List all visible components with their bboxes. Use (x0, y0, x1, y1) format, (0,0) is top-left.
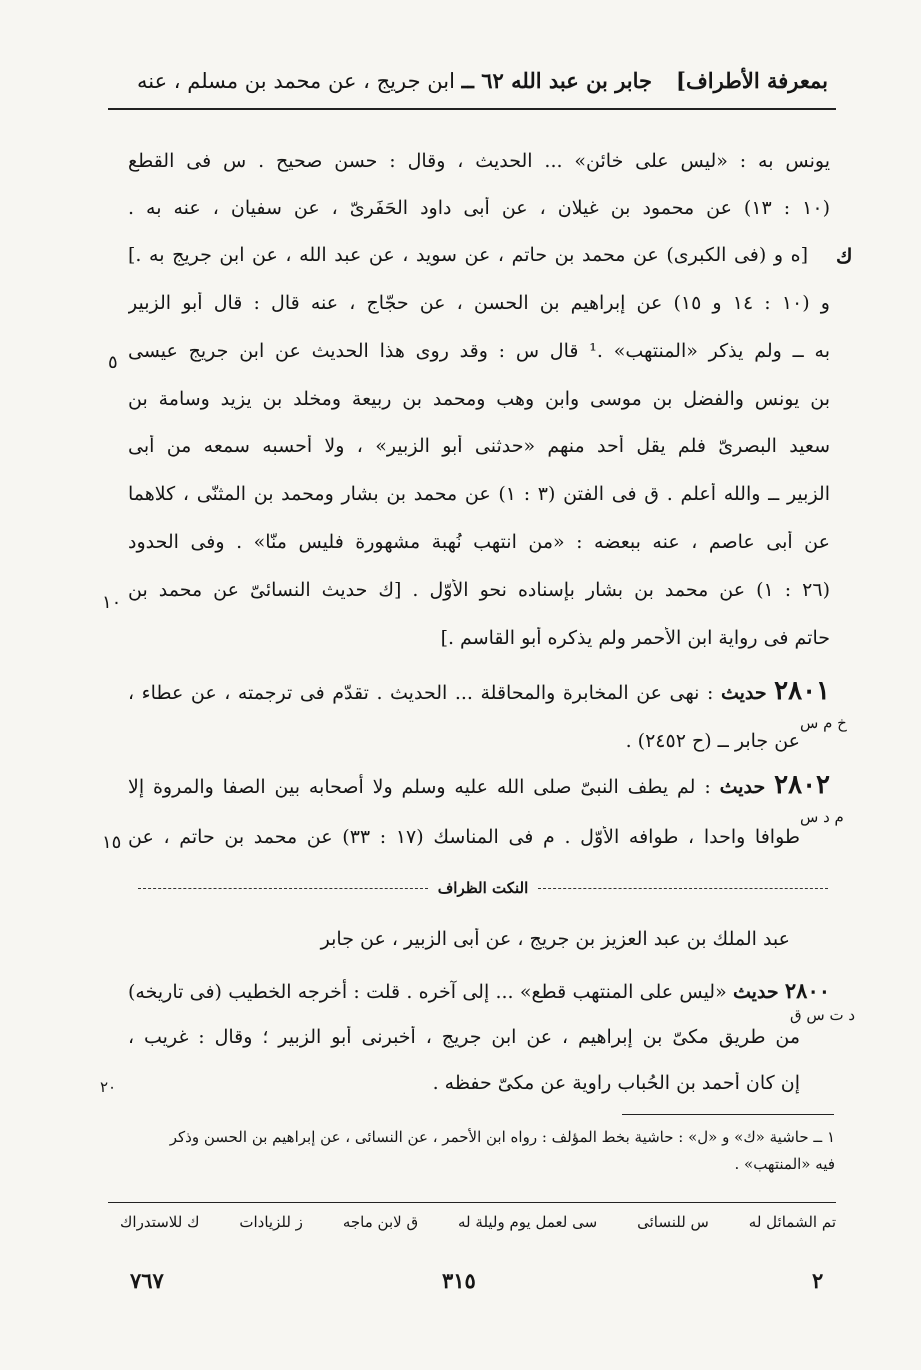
entry-second-line: طوافا واحدا ، طوافه الأوّل . م فى المناسك (١٧ : ٣٣) عن محمد بن حاتم ، عن (128, 826, 800, 848)
entry-word: حديث (720, 682, 767, 704)
legend-item: ز للزيادات (239, 1213, 303, 1231)
header-book-title: بمعرفة الأطراف] (676, 67, 828, 93)
section-title: النكت الظراف (437, 879, 529, 897)
page-number: ٣١٥ (442, 1268, 476, 1293)
legend-rule (108, 1202, 836, 1203)
entry-2802 (128, 770, 830, 866)
body-line: و (١٠ : ١٤ و ١٥) عن إبراهيم بن الحسن ، عن حجّاج ، عنه قال : قال أبو الزبير (128, 292, 830, 314)
entry-word: حديث (732, 981, 779, 1003)
footnote-line: ١ ــ حاشية «ك» و «ل» : حاشية بخط المؤلف : رواه ابن الأحمر ، عن النسائى ، عن إبراهيم بن الحسن وذكر (169, 1128, 835, 1146)
sigla-legend (120, 1213, 836, 1243)
body-line: سعيد البصرىّ فلم يقل أحد منهم «حدثنى أبو الزبير» ، ولا أحسبه سمعه من أبى (128, 435, 830, 457)
kashf-sigil: ك (836, 244, 853, 268)
entry-text: : نهى عن المخابرة والمحاقلة ... الحديث . تقدّم فى ترجمته ، عن عطاء ، (128, 682, 714, 704)
body-line: يونس به : «ليس على خائن» ... الحديث ، وقال : حسن صحيح . س فى القطع (128, 150, 830, 172)
line-number-5: ٥ (108, 352, 118, 373)
divider-dash (538, 888, 828, 889)
body-line: به ــ ولم يذكر «المنتهب» .¹ قال س : وقد روى هذا الحديث عن ابن جريج عيسى (128, 340, 830, 362)
entry-first-line (128, 676, 830, 706)
entry-text: : لم يطف النبىّ صلى الله عليه وسلم ولا أصحابه بين الصفا والمروة إلا (128, 776, 711, 798)
header-running-title (137, 68, 652, 93)
entry-sigla: خ م س (800, 714, 847, 732)
nukat-line: من طريق مكىّ بن إبراهيم ، عن ابن جريج ، أخبرنى أبو الزبير ؛ وقال : غريب ، (128, 1026, 800, 1048)
running-header (108, 58, 828, 102)
nukat-section (128, 928, 830, 1098)
footnotes (135, 1124, 835, 1178)
entry-second-line: عن جابر ــ (ح ٢٤٥٢) . (625, 730, 800, 752)
entry-text: «ليس على المنتهب قطع» ... إلى آخره . قلت : أخرجه الخطيب (فى تاريخه) (128, 981, 727, 1003)
legend-item: س للنسائى (637, 1213, 709, 1231)
legend-item: ق لابن ماجه (342, 1213, 419, 1231)
body-line: [ه و (فى الكبرى) عن محمد بن حاتم ، عن سويد ، عن عبد الله ، عن ابن جريج به .] (128, 244, 808, 266)
legend-item: تم الشمائل له (748, 1213, 836, 1231)
footnote-line: فيه «المنتهب» . (734, 1155, 835, 1173)
entry-sigla: د ت س ق (790, 1006, 856, 1024)
legend-item: ك للاستدراك (120, 1213, 200, 1231)
nukat-entry-line (128, 978, 830, 1003)
line-number-15: ١٥ (102, 832, 122, 853)
body-line: (١٠ : ١٣) عن محمود بن غيلان ، عن أبى داود الحَفَرىّ ، عن سفيان ، عنه به . (128, 197, 830, 219)
header-running-bold: جابر بن عبد الله ٦٢ ــ (461, 67, 653, 93)
entry-sigla: م د س (800, 808, 844, 826)
header-running-rest: ابن جريج ، عن محمد بن مسلم ، عنه (136, 68, 455, 93)
nukat-chain: عبد الملك بن عبد العزيز بن جريج ، عن أبى الزبير ، عن جابر (320, 928, 790, 950)
entry-2801 (128, 676, 830, 772)
legend-item: سى لعمل يوم وليلة له (458, 1213, 598, 1231)
footnote-rule (622, 1114, 834, 1115)
header-rule (108, 108, 836, 110)
entry-first-line (128, 770, 830, 800)
original-page-number: ٧٦٧ (130, 1268, 164, 1293)
nukat-line: إن كان أحمد بن الحُباب راوية عن مكىّ حفظه . (432, 1072, 800, 1094)
entry-word: حديث (719, 776, 766, 798)
volume-number: ٢ (812, 1268, 824, 1293)
body-line: الزبير ــ والله أعلم . ق فى الفتن (٣ : ١) عن محمد بن بشار ومحمد بن المثنّى ، كلاهما (128, 483, 830, 505)
section-divider (138, 873, 828, 903)
body-line: حاتم فى رواية ابن الأحمر ولم يذكره أبو القاسم .] (440, 627, 830, 649)
divider-dash (138, 888, 428, 889)
entry-number: ٢٨٠٢ (774, 770, 830, 800)
line-number-20: ٢٠ (100, 1078, 117, 1096)
entry-number: ٢٨٠٠ (784, 978, 830, 1003)
main-text (128, 150, 830, 670)
body-line: (٢٦ : ١) عن محمد بن بشار بإسناده نحو الأوّل . [ك حديث النسائىّ عن محمد بن (128, 579, 830, 601)
body-line: عن أبى عاصم ، عنه ببعضه : «من انتهب نُهبة مشهورة فليس منّا» . وفى الحدود (128, 531, 830, 553)
body-line: بن يونس والفضل بن موسى وابن وهب ومحمد بن ربيعة ومخلد بن يزيد وسامة بن (128, 388, 830, 410)
entry-number: ٢٨٠١ (774, 676, 830, 706)
line-number-10: ١٠ (102, 592, 122, 613)
